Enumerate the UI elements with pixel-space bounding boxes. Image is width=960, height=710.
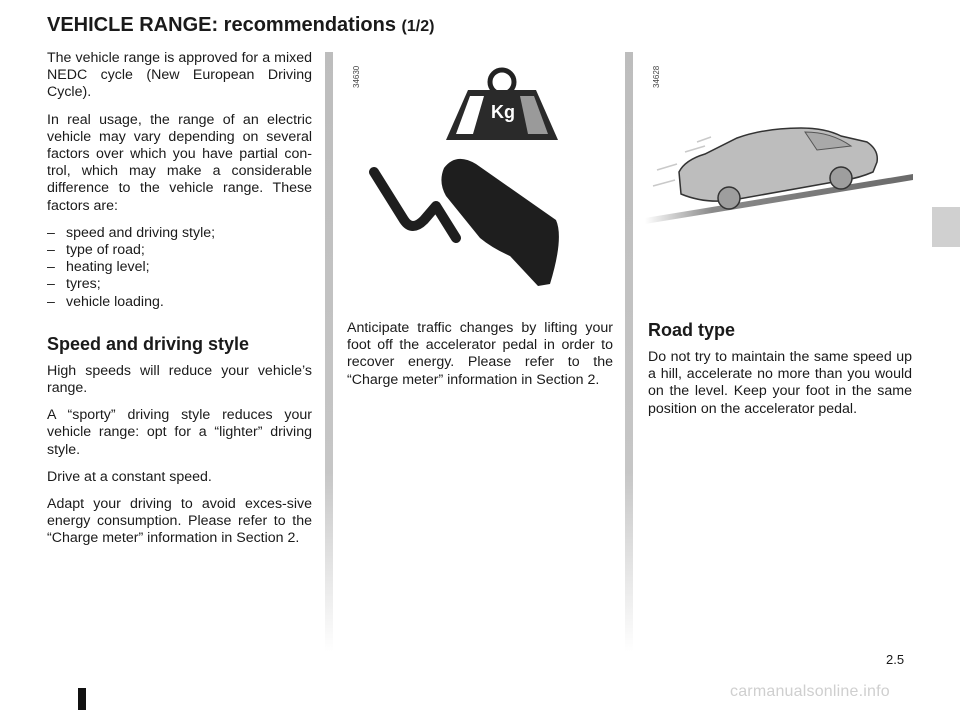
- page-title: [47, 14, 434, 37]
- paragraph: Adapt your driving to avoid exces-sive energy consumption. Please refer to the “Charge meter” information in Section 2.: [47, 496, 312, 547]
- wheel-icon: [830, 167, 852, 189]
- list-item: – type of road;: [47, 242, 312, 259]
- list-item: – tyres;: [47, 276, 312, 293]
- section-heading-road-type: Road type: [648, 320, 736, 340]
- section-heading-speed: Speed and driving style: [47, 333, 250, 354]
- page-part-indicator: (1/2): [401, 18, 435, 35]
- corner-mark: [78, 688, 86, 710]
- column-vehicle-range: [47, 50, 312, 558]
- paragraph: Do not try to maintain the same speed up a hill, accelerate no more than you would on the level. Keep your foot in the same position on the accelerator pedal.: [648, 349, 912, 417]
- column-road-type: [648, 320, 912, 428]
- paragraph: Anticipate traffic changes by lifting your foot off the accelerator pedal in order to recover energy. Please refer to the “Charge meter” information in Section 2.: [347, 320, 613, 388]
- paragraph: A “sporty” driving style reduces your vehicle range: opt for a “lighter” driving style.: [47, 407, 312, 458]
- page-number: 2.5: [886, 652, 905, 667]
- intro-paragraph: The vehicle range is approved for a mixed NEDC cycle (New European Driving Cycle).: [47, 50, 312, 101]
- wheel-icon: [718, 187, 740, 209]
- intro-paragraph-2: In real usage, the range of an electric vehicle may vary depending on several factors over which you have partial con-trol, which may make a considerable difference to the vehicle range. These factors are:: [47, 111, 312, 214]
- section-tab-marker: [932, 207, 960, 247]
- weight-label: Kg: [491, 102, 515, 122]
- figure-number: 34630: [352, 65, 361, 88]
- figure-number: 34628: [652, 65, 661, 88]
- list-item: – vehicle loading.: [47, 294, 312, 311]
- pedal-weight-illustration: [360, 60, 620, 300]
- paragraph: High speeds will reduce your vehicle’s range.: [47, 362, 312, 397]
- column-separator: [325, 52, 333, 652]
- car-uphill-illustration: [645, 120, 915, 230]
- column-anticipate: [347, 320, 613, 399]
- foot-icon: [441, 159, 558, 286]
- watermark: carmanualsonline.info: [730, 683, 890, 700]
- list-item: – speed and driving style;: [47, 225, 312, 242]
- factors-list: [47, 225, 312, 311]
- page-title-text: VEHICLE RANGE: recommendations: [47, 14, 396, 36]
- list-item: – heating level;: [47, 259, 312, 276]
- paragraph: Drive at a constant speed.: [47, 468, 212, 485]
- column-separator: [625, 52, 633, 652]
